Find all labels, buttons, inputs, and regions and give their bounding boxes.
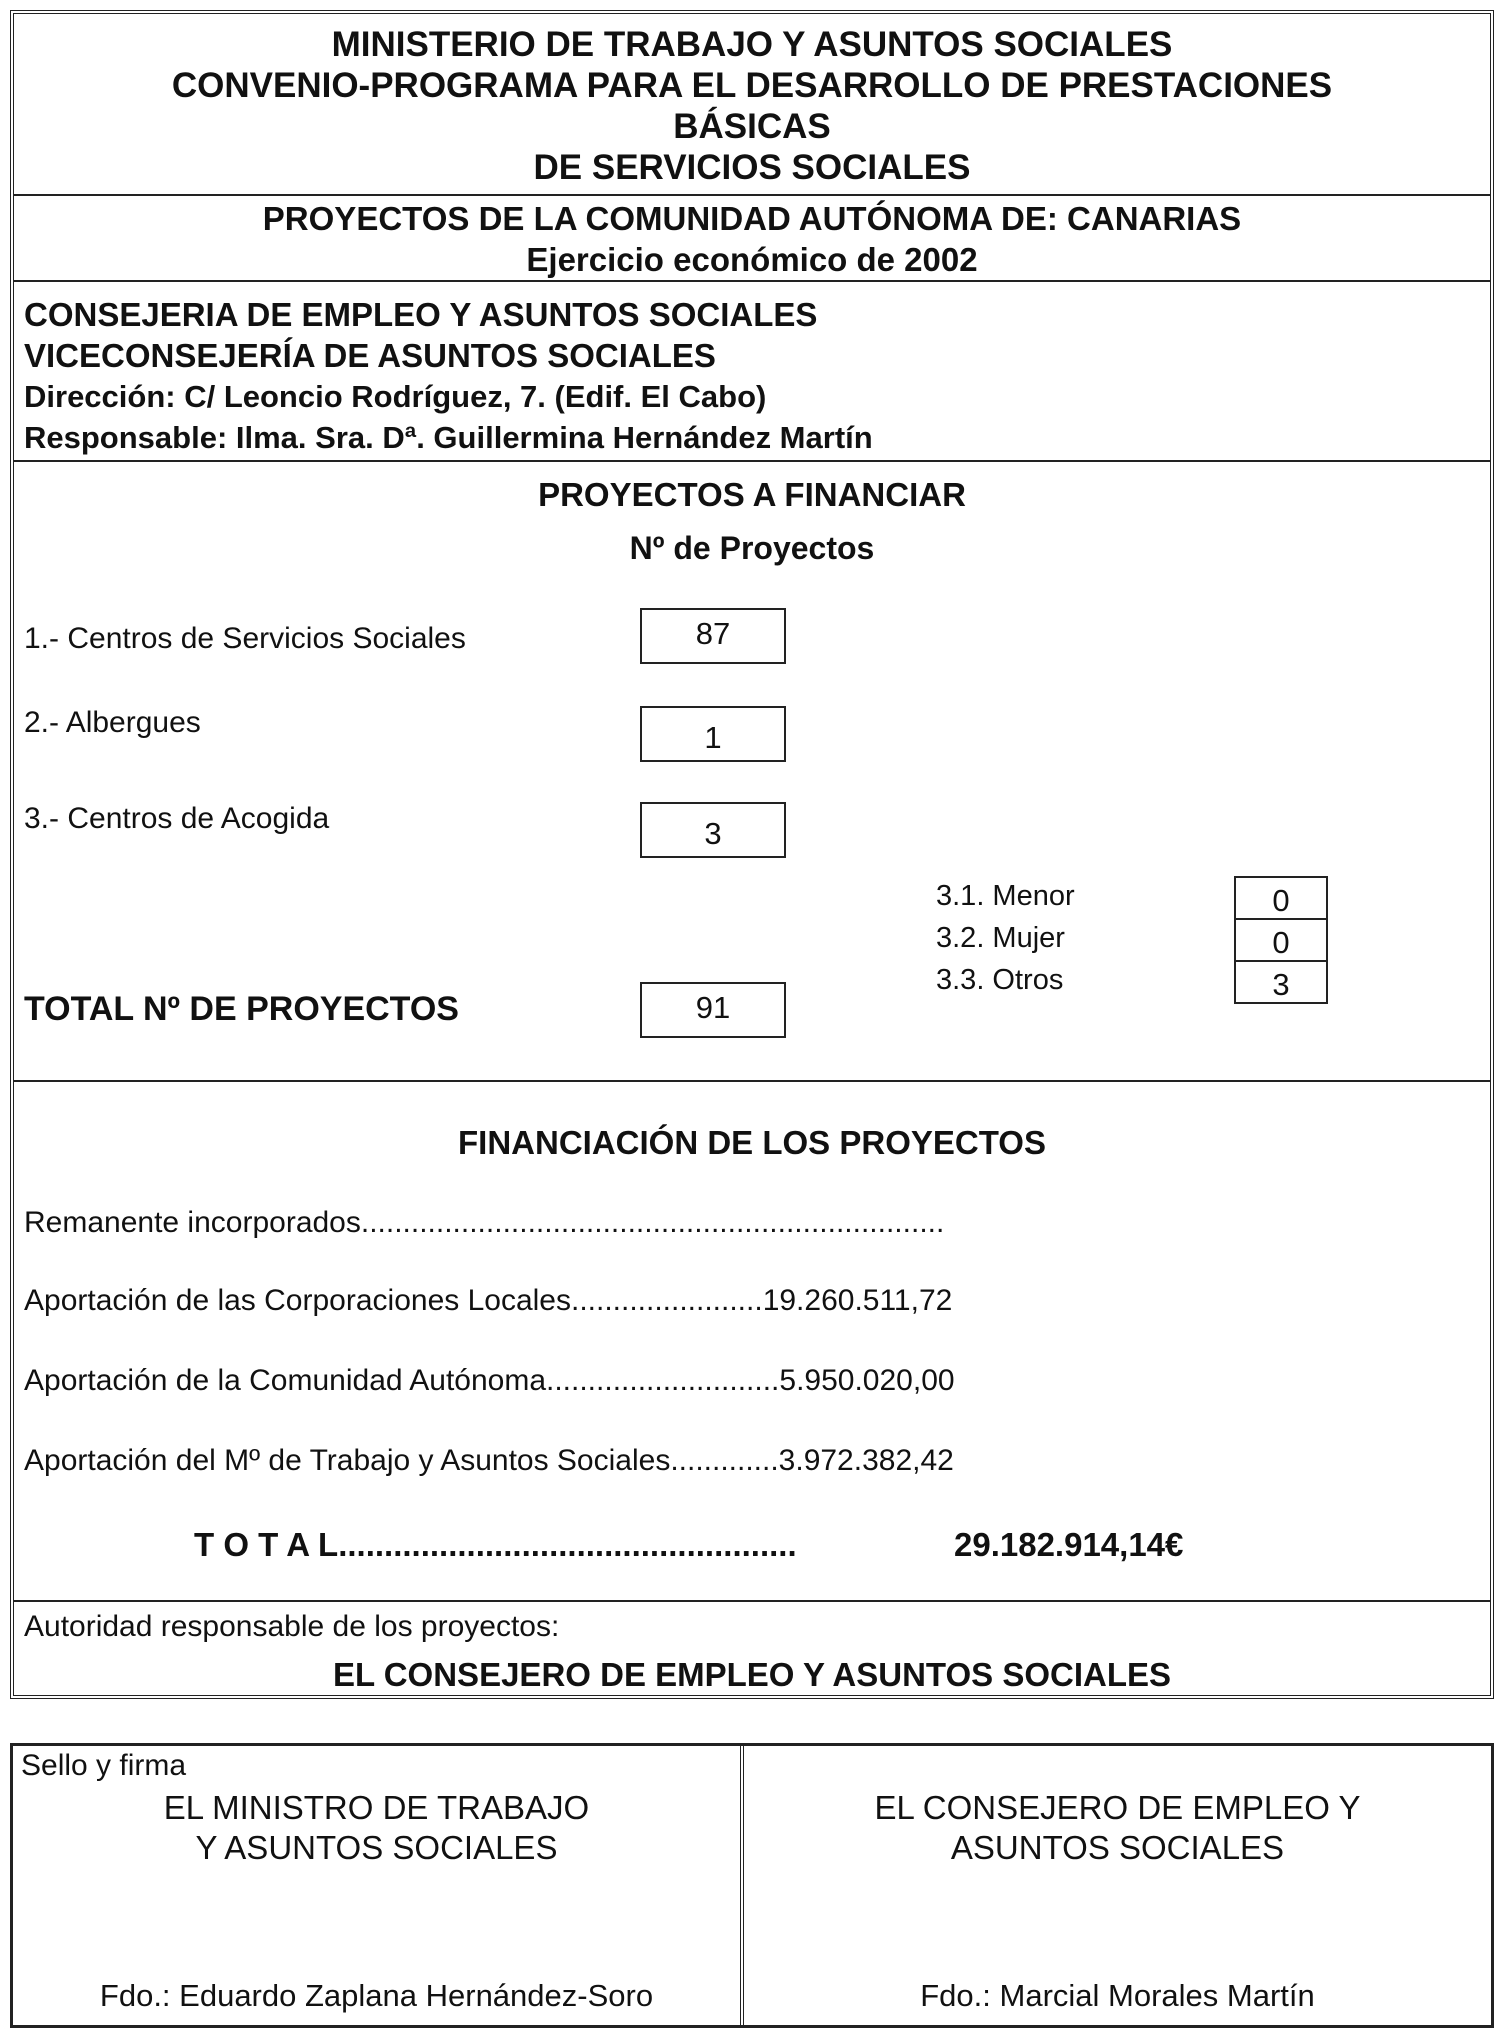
financing-total-value: 29.182.914,14€ bbox=[954, 1526, 1184, 1563]
financing-title: FINANCIACIÓN DE LOS PROYECTOS bbox=[458, 1124, 1046, 1161]
project-label-1: 1.- Centros de Servicios Sociales bbox=[24, 622, 466, 655]
subitem-label-3: 3.3. Otros bbox=[936, 964, 1064, 996]
fiscal-year: Ejercicio económico de 2002 bbox=[526, 241, 978, 278]
authority-name: EL CONSEJERO DE EMPLEO Y ASUNTOS SOCIALES bbox=[332, 1656, 1172, 1693]
projects-title: PROYECTOS A FINANCIAR bbox=[538, 476, 966, 513]
consejero-title bbox=[744, 1788, 1491, 1868]
authority-section bbox=[14, 1602, 1490, 1697]
project-count-1: 87 bbox=[640, 608, 786, 664]
minister-title-line-2: Y ASUNTOS SOCIALES bbox=[195, 1829, 558, 1866]
vice-department: VICECONSEJERÍA DE ASUNTOS SOCIALES bbox=[24, 337, 716, 374]
project-label-2: 2.- Albergues bbox=[24, 706, 201, 739]
signature-box bbox=[10, 1743, 1494, 2028]
consejero-title-line-2: ASUNTOS SOCIALES bbox=[950, 1829, 1285, 1866]
financing-comunidad: Aportación de la Comunidad Autónoma............................5.950.020,00 bbox=[24, 1364, 955, 1397]
minister-title bbox=[13, 1788, 740, 1868]
community-section bbox=[14, 196, 1490, 282]
subitem-count-2: 0 bbox=[1234, 918, 1328, 962]
authority-label: Autoridad responsable de los proyectos: bbox=[24, 1610, 560, 1643]
projects-subtitle: Nº de Proyectos bbox=[629, 530, 875, 566]
project-count-3: 3 bbox=[640, 802, 786, 858]
subitem-label-1: 3.1. Menor bbox=[936, 880, 1075, 912]
subitem-count-3: 3 bbox=[1234, 960, 1328, 1004]
main-form bbox=[10, 10, 1494, 1699]
minister-title-line-1: EL MINISTRO DE TRABAJO bbox=[163, 1789, 590, 1826]
consejero-title-line-1: EL CONSEJERO DE EMPLEO Y bbox=[874, 1789, 1361, 1826]
consejero-signed: Fdo.: Marcial Morales Martín bbox=[920, 1978, 1315, 2013]
financing-corporaciones: Aportación de las Corporaciones Locales.......................19.260.511,72 bbox=[24, 1284, 953, 1317]
community-title: PROYECTOS DE LA COMUNIDAD AUTÓNOMA DE: CANARIAS bbox=[262, 200, 1242, 237]
subitem-label-2: 3.2. Mujer bbox=[936, 922, 1065, 954]
financing-remanente: Remanente incorporados...................................................................... bbox=[24, 1206, 945, 1239]
department-responsible: Responsable: Ilma. Sra. Dª. Guillermina Hernández Martín bbox=[24, 420, 873, 455]
financing-ministerio: Aportación del Mº de Trabajo y Asuntos Sociales.............3.972.382,42 bbox=[24, 1444, 954, 1477]
total-projects-label: TOTAL Nº DE PROYECTOS bbox=[24, 990, 459, 1028]
department-section bbox=[14, 282, 1490, 462]
project-count-2: 1 bbox=[640, 706, 786, 762]
header-section bbox=[14, 24, 1490, 196]
subitem-count-1: 0 bbox=[1234, 876, 1328, 920]
project-label-3: 3.- Centros de Acogida bbox=[24, 802, 330, 835]
header-line-1: MINISTERIO DE TRABAJO Y ASUNTOS SOCIALES bbox=[331, 25, 1173, 64]
minister-signed: Fdo.: Eduardo Zaplana Hernández-Soro bbox=[99, 1978, 654, 2013]
financing-section bbox=[14, 1082, 1490, 1602]
department-name: CONSEJERIA DE EMPLEO Y ASUNTOS SOCIALES bbox=[24, 296, 818, 333]
financing-total-label: T O T A L.................................................. bbox=[194, 1526, 797, 1563]
header-line-3: BÁSICAS bbox=[673, 107, 831, 146]
stamp-label: Sello y firma bbox=[21, 1749, 187, 1782]
total-projects-count: 91 bbox=[640, 982, 786, 1038]
department-address: Dirección: C/ Leoncio Rodríguez, 7. (Edif. El Cabo) bbox=[24, 379, 767, 414]
projects-section bbox=[14, 462, 1490, 1082]
header-line-4: DE SERVICIOS SOCIALES bbox=[533, 148, 971, 187]
header-line-2: CONVENIO-PROGRAMA PARA EL DESARROLLO DE PRESTACIONES bbox=[171, 66, 1333, 105]
